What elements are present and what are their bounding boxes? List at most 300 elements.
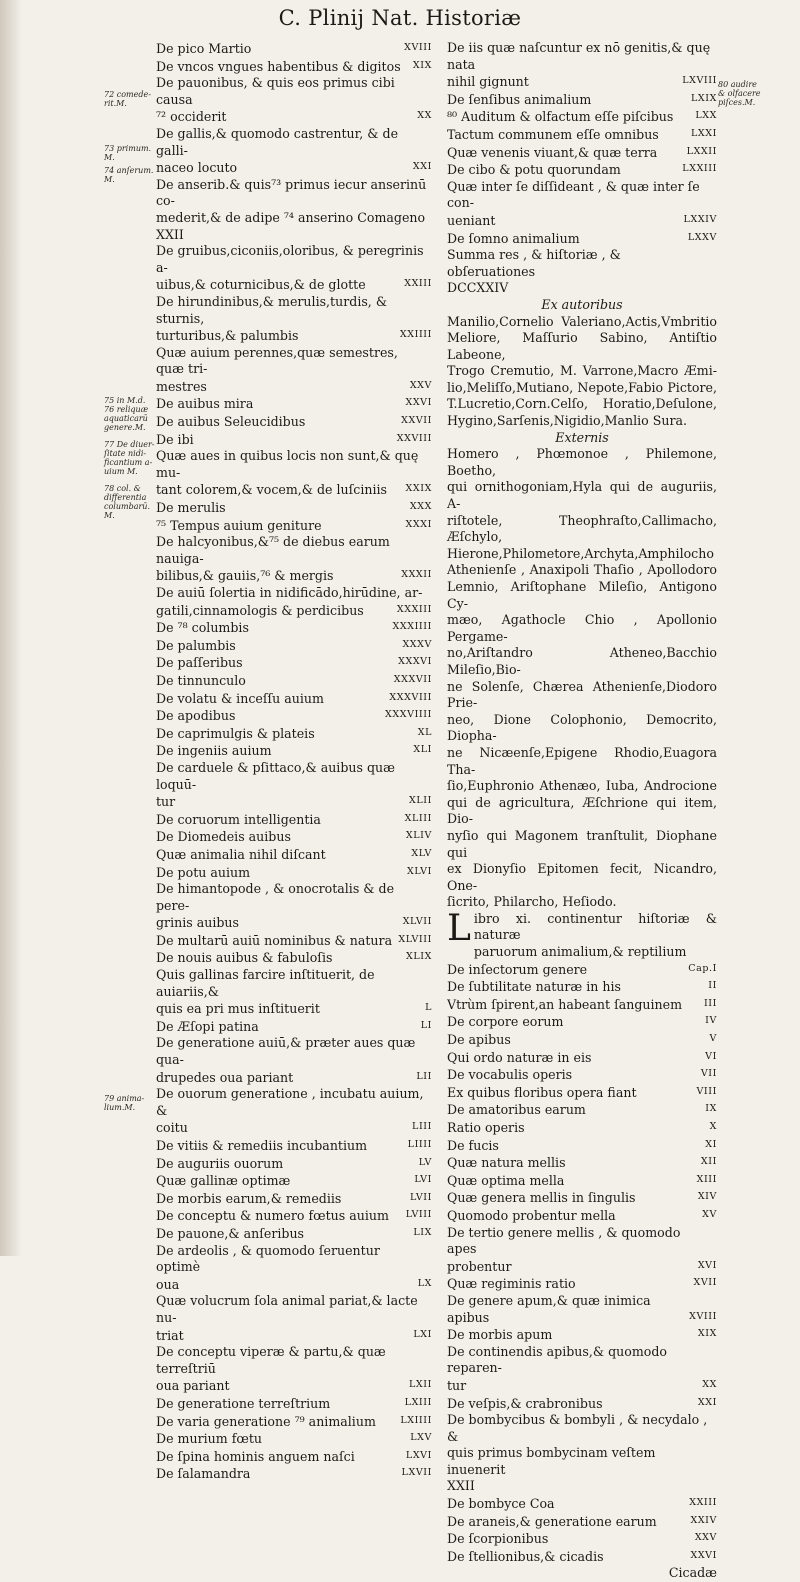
author-line: ſicrito, Philarcho, Heſiodo. xyxy=(447,894,617,910)
entry-text: De merulis xyxy=(156,500,226,516)
chapter-number: XLIV xyxy=(405,830,432,842)
entry-text: nihil gignunt xyxy=(447,74,529,90)
entry-text: De araneis,& generatione earum xyxy=(447,1513,657,1529)
entry-text: naceo locuto xyxy=(156,160,238,176)
index-entry xyxy=(156,932,432,950)
entry-text: ⁸⁰ Auditum & olfactum eſſe piſcibus xyxy=(447,109,674,125)
entry-text: De varia generatione ⁷⁹ animalium xyxy=(156,1413,376,1429)
index-entry xyxy=(156,327,432,345)
index-entry xyxy=(156,828,432,846)
chapter-number: XVII xyxy=(693,1277,717,1289)
index-entry xyxy=(156,395,432,413)
index-entry xyxy=(156,534,432,567)
entry-text: De volatu & inceſſu auium xyxy=(156,690,324,706)
entry-text: Quæ gallinæ optimæ xyxy=(156,1173,291,1189)
margin-note-78: 78 col. & differentia columbarū. M. xyxy=(104,484,151,520)
chapter-number: XXVIII xyxy=(396,432,432,444)
entry-text: De himantopode , & onocrotalis & de pere- xyxy=(156,881,395,913)
index-entry xyxy=(447,280,717,297)
entry-text: Quæ genera mellis in ſingulis xyxy=(447,1190,636,1206)
index-entry xyxy=(447,1049,717,1067)
index-entry xyxy=(447,1530,717,1548)
index-entry xyxy=(447,161,717,179)
entry-text: Quæ inter ſe diſſideant , & quæ inter ſe con- xyxy=(447,178,700,211)
chapter-number: LXVII xyxy=(401,1467,432,1479)
index-entry xyxy=(156,1413,432,1431)
chapter-number: XXV xyxy=(694,1532,717,1544)
entry-text: oua pariant xyxy=(156,1378,230,1394)
chapter-number: LXII xyxy=(409,1379,432,1391)
chapter-number: XXVII xyxy=(401,415,432,427)
externis-heading: Externis xyxy=(555,429,609,445)
index-entry xyxy=(447,1154,717,1172)
entry-text: De auguriis ouorum xyxy=(156,1155,284,1171)
index-entry xyxy=(447,1344,717,1377)
entry-text: oua xyxy=(156,1276,180,1292)
entry-text: De bombyce Coa xyxy=(447,1496,555,1512)
entry-text: De apibus xyxy=(447,1032,511,1048)
chapter-number: XLIII xyxy=(404,812,432,824)
chapter-number: L xyxy=(425,1002,432,1014)
chapter-number: XIV xyxy=(697,1191,717,1203)
entry-text: De ſenſibus animalium xyxy=(447,91,592,107)
entry-text: De bombycibus & bombyli , & necydalo , & xyxy=(447,1412,708,1444)
index-entry xyxy=(447,1013,717,1031)
book-xi-line: paruorum animalium,& reptilium xyxy=(473,944,687,960)
entry-text: De auiū ſolertia in nidificādo,hirūdine, ar- xyxy=(156,585,423,600)
author-line: T.Lucretio,Corn.Celſo, Horatio,Deſulone, xyxy=(447,396,717,412)
margin-note-80: 80 audire & olfacere piſces.M. xyxy=(718,80,761,107)
index-entry xyxy=(156,760,432,793)
index-entry xyxy=(447,1395,717,1413)
entry-text: DCCXXIV xyxy=(447,280,509,296)
entry-text: ⁷² occiderit xyxy=(156,109,227,125)
right-column xyxy=(447,40,717,1582)
chapter-number: XLII xyxy=(409,795,432,807)
chapter-number: VIII xyxy=(696,1085,717,1097)
entry-text: De generatione auiū,& præter aues quæ qua- xyxy=(156,1035,416,1068)
index-entry xyxy=(156,294,432,327)
chapter-number: XV xyxy=(702,1208,717,1220)
chapter-number: XXXVI xyxy=(398,656,432,668)
chapter-number: XXXV xyxy=(402,638,432,650)
index-entry xyxy=(156,1207,432,1225)
author-line: lio,Meliſſo,Mutiano, Nepote,Fabio Pictore, xyxy=(447,379,717,395)
author-line: Lemnio, Ariſtophane Mileſio, Antigono Cy- xyxy=(447,579,717,611)
index-entry xyxy=(447,108,717,126)
index-entry xyxy=(156,1327,432,1345)
entry-text: De pico Martio xyxy=(156,41,252,56)
book-xi-line: ibro xi. continentur hiſtoriæ & naturæ xyxy=(473,910,717,943)
index-entry xyxy=(156,585,432,602)
margin-note-79: 79 anima-lium.M. xyxy=(104,1094,145,1112)
chapter-number: XXXVIIII xyxy=(385,709,432,721)
index-entry xyxy=(156,58,432,76)
chapter-number: LXI xyxy=(413,1328,432,1340)
index-entry xyxy=(156,517,432,535)
chapter-number: XX xyxy=(702,1378,717,1390)
entry-text: De corpore eorum xyxy=(447,1014,564,1030)
ex-autoribus-list xyxy=(447,314,717,430)
index-entry xyxy=(156,1395,432,1413)
entry-text: De ſalamandra xyxy=(156,1466,251,1482)
chapter-number: XI xyxy=(705,1138,717,1150)
index-entry xyxy=(447,230,717,248)
entry-text: De conceptu viperæ & partu,& quæ terreſtriū xyxy=(156,1344,386,1376)
entry-text: uibus,& coturnicibus,& de glotte xyxy=(156,277,366,293)
chapter-number: LV xyxy=(418,1156,432,1168)
entry-text: De gallis,& quomodo castrentur, & de galli- xyxy=(156,125,399,158)
entry-text: Quomodo probentur mella xyxy=(447,1207,616,1223)
entry-text: Quæ volucrum ſola animal pariat,& lacte nu- xyxy=(156,1293,418,1325)
entry-text: gatili,cinnamologis & perdicibus xyxy=(156,602,364,618)
chapter-number: XLIX xyxy=(406,951,432,963)
ex-autoribus-heading: Ex autoribus xyxy=(541,296,623,312)
entry-text: De veſpis,& crabronibus xyxy=(447,1395,603,1411)
index-entry xyxy=(156,1448,432,1466)
index-entry xyxy=(156,672,432,690)
author-line: Homero , Phœmonoe , Philemone, Boetho, xyxy=(447,446,717,478)
index-entry xyxy=(156,276,432,294)
index-entry xyxy=(156,914,432,932)
entry-text: De conceptu & numero fœtus auium xyxy=(156,1208,389,1224)
index-entry xyxy=(156,1000,432,1018)
chapter-number: LX xyxy=(417,1277,432,1289)
author-line: qui ornithogoniam,Hyla qui de auguriis, A- xyxy=(447,479,717,512)
entry-text: De murium fœtu xyxy=(156,1431,262,1447)
index-entry xyxy=(156,108,432,126)
entry-text: De vocabulis operis xyxy=(447,1067,573,1083)
chapter-number: XVIII xyxy=(689,1310,717,1322)
index-entry xyxy=(447,1495,717,1513)
chapter-number: LIX xyxy=(413,1226,432,1238)
externis-list xyxy=(447,446,717,911)
chapter-number: XXX xyxy=(409,501,432,513)
index-entry xyxy=(156,811,432,829)
margin-note-77: 77 De diuer-ſitate nidi-ficantium a-uium M. xyxy=(104,440,155,476)
chapter-number: LXIX xyxy=(691,92,717,104)
index-entry xyxy=(156,742,432,760)
entry-text: De iis quæ naſcuntur ex nō genitis,& quę nata xyxy=(447,40,711,72)
index-entry xyxy=(447,996,717,1014)
chapter-number: LXX xyxy=(695,110,717,122)
chapter-number: XL xyxy=(417,726,432,738)
index-entry xyxy=(156,846,432,864)
entry-text: De amatoribus earum xyxy=(447,1102,586,1118)
entry-text: De cibo & potu quorundam xyxy=(447,162,621,178)
entry-text: De pauonibus, & quis eos primus cibi causa xyxy=(156,75,395,107)
chapter-number: XXIII xyxy=(689,1497,717,1509)
entry-text: De hirundinibus,& merulis,turdis, & sturnis, xyxy=(156,293,388,326)
author-line: nyſio qui Magonem tranſtulit, Diophane qui xyxy=(447,827,717,860)
index-entry xyxy=(156,637,432,655)
index-entry xyxy=(447,1172,717,1190)
index-entry xyxy=(156,864,432,882)
entry-text: De genere apum,& quæ inimica apibus xyxy=(447,1292,651,1325)
entry-text: De vncos vngues habentibus & digitos xyxy=(156,58,401,74)
author-line: qui de agricultura, Æſchrione qui item, Dio- xyxy=(447,794,717,827)
entry-text: De Diomedeis auibus xyxy=(156,829,291,845)
author-line: ex Dionyſio Epitomen fecit, Nicandro, One- xyxy=(447,861,717,893)
index-entry xyxy=(447,1101,717,1119)
entry-text: De ſpina hominis anguem naſci xyxy=(156,1448,355,1464)
chapter-number: XVI xyxy=(697,1259,717,1271)
index-entry xyxy=(156,481,432,499)
chapter-number: XXXVII xyxy=(393,673,432,685)
index-entry xyxy=(447,1548,717,1566)
index-entry xyxy=(156,243,432,276)
author-line: Meliore, Maſſurio Sabino, Antiſtio Labeone, xyxy=(447,330,717,362)
chapter-number: XLV xyxy=(411,847,432,859)
index-entry xyxy=(156,431,432,449)
author-line: Manilio,Cornelio Valeriano,Actis,Vmbritio xyxy=(447,313,717,329)
entry-text: Qui ordo naturæ in eis xyxy=(447,1049,592,1065)
chapter-number: XLVIII xyxy=(398,933,432,945)
index-entry xyxy=(156,725,432,743)
index-entry xyxy=(156,227,432,244)
index-entry xyxy=(156,1465,432,1483)
entry-text: De ibi xyxy=(156,431,194,447)
author-line: riſtotele, Theophraſto,Callimacho, Æſchylo, xyxy=(447,512,717,545)
index-entry xyxy=(447,1377,717,1395)
entry-text: De carduele & pſittaco,& auibus quæ loquū- xyxy=(156,759,395,792)
chapter-number: XVIII xyxy=(404,42,432,53)
index-entry xyxy=(156,1018,432,1036)
index-entry xyxy=(156,1293,432,1326)
drop-cap: L xyxy=(447,910,471,949)
entry-text: Quæ animalia nihil diſcant xyxy=(156,846,326,862)
index-entry xyxy=(447,1293,717,1326)
index-entry xyxy=(156,126,432,159)
chapter-number: XXIX xyxy=(405,483,432,495)
entry-text: Quæ venenis viuant,& quæ terra xyxy=(447,144,658,160)
chapter-number: X xyxy=(709,1121,717,1132)
entry-text: triat xyxy=(156,1327,184,1343)
chapter-number: XLVII xyxy=(402,916,432,928)
chapter-number: Cap.I xyxy=(688,962,717,974)
entry-text: grinis auibus xyxy=(156,915,239,931)
index-entry xyxy=(156,40,432,58)
entry-text: Ex quibus floribus opera fiant xyxy=(447,1084,637,1100)
entry-text: XXII xyxy=(447,1478,475,1494)
index-entry xyxy=(156,1430,432,1448)
book-xi-intro xyxy=(447,911,717,961)
index-entry xyxy=(156,707,432,725)
entry-text: De ingeniis auium xyxy=(156,743,272,759)
chapter-number: LXXV xyxy=(687,231,717,243)
entry-text: De ſomno animalium xyxy=(447,230,580,246)
entry-text: quis primus bombycinam veſtem inuenerit xyxy=(447,1445,656,1477)
index-entry xyxy=(447,1066,717,1084)
entry-text: De auibus Seleucidibus xyxy=(156,414,306,430)
chapter-number: XIII xyxy=(696,1173,717,1185)
catchword: Cicadæ xyxy=(668,1565,717,1581)
chapter-number: XXXII xyxy=(401,569,432,581)
index-entry xyxy=(447,126,717,144)
entry-text: mederit,& de adipe ⁷⁴ anserino Comageno xyxy=(156,209,426,225)
index-entry xyxy=(156,499,432,517)
index-entry xyxy=(156,1344,432,1377)
index-entry xyxy=(156,1172,432,1190)
entry-text: De pauone,& anſeribus xyxy=(156,1225,305,1241)
entry-text: De generatione terreſtrium xyxy=(156,1395,331,1411)
entry-text: De ſubtilitate naturæ in his xyxy=(447,979,622,995)
index-entry xyxy=(156,949,432,967)
entry-text: De inſectorum genere xyxy=(447,961,588,977)
index-entry xyxy=(156,345,432,378)
margin-note-74: 74 anſerum. M. xyxy=(104,166,154,184)
entry-text: Vtrùm ſpirent,an habeant ſanguinem xyxy=(447,996,683,1012)
index-entry xyxy=(156,1276,432,1294)
chapter-number: LXXIII xyxy=(682,163,717,175)
entry-text: De ⁷⁸ columbis xyxy=(156,620,249,636)
author-line: Athenienſe , Anaxipoli Thaſio , Apollodoro xyxy=(447,562,717,578)
entry-text: coitu xyxy=(156,1120,188,1136)
entry-text: Summa res , & hiſtoriæ , & obſeruationes xyxy=(447,247,621,279)
entry-text: De potu auium xyxy=(156,864,251,880)
entry-text: Tactum communem eſſe omnibus xyxy=(447,126,659,142)
chapter-number: LXIII xyxy=(404,1396,432,1408)
author-line: ne Nicæenſe,Epigene Rhodio,Euagora Tha- xyxy=(447,744,717,777)
chapter-number: XXI xyxy=(697,1396,717,1408)
index-entry xyxy=(447,1137,717,1155)
index-entry xyxy=(447,961,717,979)
chapter-number: XXIII xyxy=(404,278,432,290)
entry-text: Quis gallinas farcire inſtituerit, de auiariis,& xyxy=(156,967,375,999)
chapter-number: LXIIII xyxy=(400,1414,432,1426)
page-fold-shadow xyxy=(0,0,22,1256)
index-entry xyxy=(447,1478,717,1495)
entry-text: De ſcorpionibus xyxy=(447,1531,549,1547)
entry-text: tur xyxy=(447,1377,467,1393)
entry-text: De ouorum generatione , incubatu auium, & xyxy=(156,1086,424,1118)
index-entry xyxy=(447,978,717,996)
chapter-number: LXV xyxy=(410,1432,432,1444)
chapter-number: XII xyxy=(700,1156,717,1168)
chapter-number: XLVI xyxy=(407,865,432,877)
chapter-number: XLI xyxy=(413,744,432,756)
index-entry xyxy=(156,1086,432,1119)
entry-text: ueniant xyxy=(447,212,496,228)
index-entry xyxy=(156,210,432,227)
index-entry xyxy=(447,144,717,162)
chapter-number: IX xyxy=(705,1103,717,1115)
entry-text: De fucis xyxy=(447,1137,499,1153)
chapter-number: III xyxy=(703,997,717,1009)
index-entry xyxy=(156,378,432,396)
author-line: Hierone,Philometore,Archyta,Amphilocho xyxy=(447,545,714,561)
left-column xyxy=(156,40,432,1483)
entry-text: De Æſopi patina xyxy=(156,1018,259,1034)
entry-text: De morbis earum,& remediis xyxy=(156,1190,342,1206)
chapter-number: LI xyxy=(420,1019,432,1031)
index-entry xyxy=(447,91,717,109)
entry-text: probentur xyxy=(447,1258,512,1274)
running-head: C. Plinij Nat. Historiæ xyxy=(278,6,522,30)
entry-text: Quæ aues in quibus locis non sunt,& quę mu- xyxy=(156,448,419,480)
index-entry xyxy=(156,1190,432,1208)
author-line: Hygino,Sarſenis,Nigidio,Manlio Sura. xyxy=(447,413,687,429)
entry-text: Quæ regiminis ratio xyxy=(447,1276,576,1292)
index-entry xyxy=(447,1412,717,1445)
index-entry xyxy=(156,1243,432,1276)
entry-text: Quæ auium perennes,quæ semestres, quæ tri- xyxy=(156,344,398,377)
chapter-number: LVI xyxy=(414,1174,432,1186)
chapter-number: LXXI xyxy=(691,127,717,139)
chapter-number: XIX xyxy=(697,1328,717,1340)
index-entry xyxy=(447,247,717,280)
chapter-number: LXXIV xyxy=(683,213,717,225)
entry-text: Quæ optima mella xyxy=(447,1172,565,1188)
index-entry xyxy=(447,1225,717,1258)
index-entry xyxy=(156,413,432,431)
index-entry xyxy=(156,159,432,177)
chapter-number: II xyxy=(708,980,717,992)
entry-text: De vitiis & remediis incubantium xyxy=(156,1138,368,1153)
chapter-number: LXXII xyxy=(686,145,717,157)
author-line: mæo, Agathocle Chio , Apollonio Pergame- xyxy=(447,612,717,644)
entry-text: De halcyonibus,&⁷⁵ de diebus earum nauiga- xyxy=(156,534,390,566)
index-entry xyxy=(156,448,432,481)
chapter-number: XXVI xyxy=(405,397,432,409)
author-line: Trogo Cremutio, M. Varrone,Macro Æmi- xyxy=(447,363,717,379)
index-entry xyxy=(156,1377,432,1395)
author-line: ne Solenſe, Chærea Athenienſe,Diodoro Prie- xyxy=(447,678,717,711)
index-entry xyxy=(156,967,432,1000)
index-entry xyxy=(447,1513,717,1531)
entry-text: De morbis apum xyxy=(447,1327,553,1343)
right-index-top xyxy=(447,40,717,297)
entry-text: De coruorum intelligentia xyxy=(156,811,321,827)
margin-note-72: 72 comede-rit.M. xyxy=(104,90,151,108)
entry-text: De apodibus xyxy=(156,708,236,724)
chapter-number: XXIIII xyxy=(399,329,432,341)
entry-text: De continendis apibus,& quomodo reparen- xyxy=(447,1343,667,1376)
chapter-number: XXXIII xyxy=(396,603,432,615)
entry-text: ⁷⁵ Tempus auium geniture xyxy=(156,517,322,533)
index-entry xyxy=(447,1326,717,1344)
chapter-number: LVII xyxy=(410,1191,432,1203)
chapter-number: LIIII xyxy=(407,1139,432,1150)
index-entry xyxy=(156,619,432,637)
entry-text: De palumbis xyxy=(156,637,236,653)
chapter-number: VI xyxy=(705,1050,717,1062)
entry-text: tur xyxy=(156,794,176,810)
index-entry xyxy=(156,1069,432,1087)
index-entry xyxy=(156,177,432,210)
index-entry xyxy=(447,1258,717,1276)
index-entry xyxy=(447,1189,717,1207)
entry-text: Quæ natura mellis xyxy=(447,1155,566,1171)
chapter-number: V xyxy=(709,1033,717,1045)
author-line: no,Ariſtandro Atheneo,Bacchio Mileſio,Bio- xyxy=(447,645,717,677)
index-entry xyxy=(447,179,717,212)
entry-text: tant colorem,& vocem,& de luſciniis xyxy=(156,482,388,498)
entry-text: De ardeolis , & quomodo ſeruentur optimè xyxy=(156,1242,380,1275)
entry-text: Ratio operis xyxy=(447,1120,525,1135)
chapter-number: LXVI xyxy=(405,1449,432,1461)
entry-text: De auibus mira xyxy=(156,396,254,412)
chapter-number: XXXVIII xyxy=(389,691,432,703)
index-entry xyxy=(156,75,432,108)
entry-text: quis ea pri mus inſtituerit xyxy=(156,1001,320,1017)
chapter-number: XXXIIII xyxy=(392,621,432,633)
chapter-number: LXVIII xyxy=(682,75,717,87)
index-entry xyxy=(447,1031,717,1049)
entry-text: De caprimulgis & plateis xyxy=(156,725,315,741)
entry-text: De tertio genere mellis , & quomodo apes xyxy=(447,1224,681,1257)
entry-text: De nouis auibus & fabuloſis xyxy=(156,950,333,966)
